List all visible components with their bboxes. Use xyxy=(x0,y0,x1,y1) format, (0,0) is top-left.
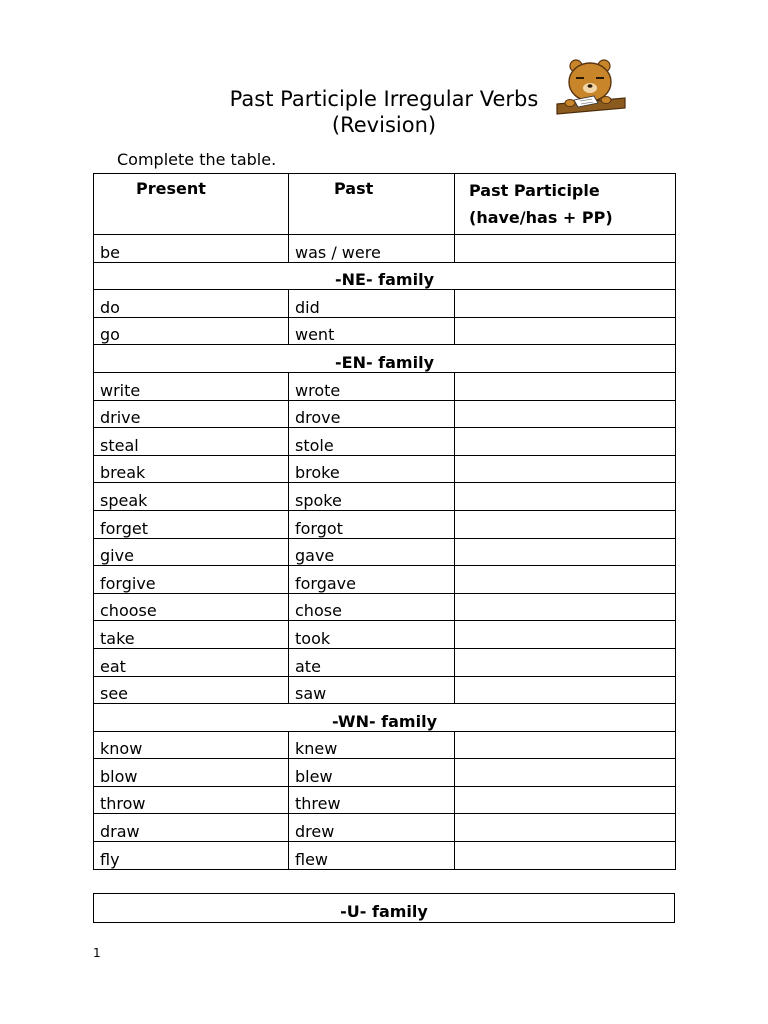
family-row xyxy=(94,704,676,732)
table-row xyxy=(94,455,676,483)
page-title xyxy=(0,86,768,138)
present-cell: know xyxy=(94,731,289,759)
table-row xyxy=(94,842,676,870)
past-participle-answer-cell[interactable] xyxy=(455,400,676,428)
present-cell: choose xyxy=(94,593,289,621)
past-participle-answer-cell[interactable] xyxy=(455,290,676,318)
past-cell: wrote xyxy=(289,372,455,400)
past-cell: gave xyxy=(289,538,455,566)
verb-table xyxy=(93,173,676,870)
family-label: -WN- family xyxy=(94,704,676,732)
instruction-text: Complete the table. xyxy=(117,150,277,169)
table-row xyxy=(94,235,676,263)
past-participle-answer-cell[interactable] xyxy=(455,483,676,511)
family-row xyxy=(94,345,676,373)
present-cell: fly xyxy=(94,842,289,870)
table-row xyxy=(94,731,676,759)
header-present: Present xyxy=(94,174,289,235)
u-family-table xyxy=(93,893,675,923)
present-cell: speak xyxy=(94,483,289,511)
family-label: -U- family xyxy=(94,894,675,923)
page-number: 1 xyxy=(93,946,101,960)
past-participle-answer-cell[interactable] xyxy=(455,842,676,870)
table-row xyxy=(94,593,676,621)
past-cell: drew xyxy=(289,814,455,842)
past-cell: knew xyxy=(289,731,455,759)
table-row xyxy=(94,648,676,676)
past-cell: forgot xyxy=(289,510,455,538)
title-line-2: (Revision) xyxy=(331,113,437,137)
table-row xyxy=(94,400,676,428)
past-participle-answer-cell[interactable] xyxy=(455,372,676,400)
past-participle-answer-cell[interactable] xyxy=(455,814,676,842)
table-row xyxy=(94,814,676,842)
past-cell: saw xyxy=(289,676,455,704)
past-cell: went xyxy=(289,317,455,345)
past-cell: ate xyxy=(289,648,455,676)
past-cell: threw xyxy=(289,786,455,814)
present-cell: draw xyxy=(94,814,289,842)
present-cell: forget xyxy=(94,510,289,538)
past-cell: was / were xyxy=(289,235,455,263)
past-participle-answer-cell[interactable] xyxy=(455,317,676,345)
present-cell: go xyxy=(94,317,289,345)
past-participle-answer-cell[interactable] xyxy=(455,235,676,263)
table-row xyxy=(94,621,676,649)
past-cell: broke xyxy=(289,455,455,483)
past-participle-answer-cell[interactable] xyxy=(455,510,676,538)
table-row xyxy=(94,483,676,511)
past-cell: stole xyxy=(289,428,455,456)
past-participle-answer-cell[interactable] xyxy=(455,455,676,483)
past-participle-answer-cell[interactable] xyxy=(455,786,676,814)
table-row xyxy=(94,290,676,318)
family-row xyxy=(94,894,675,923)
table-row xyxy=(94,676,676,704)
past-participle-answer-cell[interactable] xyxy=(455,538,676,566)
present-cell: steal xyxy=(94,428,289,456)
header-pp-line-1: Past Participle xyxy=(469,181,600,200)
table-row xyxy=(94,759,676,787)
present-cell: eat xyxy=(94,648,289,676)
past-cell: drove xyxy=(289,400,455,428)
past-cell: blew xyxy=(289,759,455,787)
past-cell: did xyxy=(289,290,455,318)
present-cell: be xyxy=(94,235,289,263)
past-cell: spoke xyxy=(289,483,455,511)
past-participle-answer-cell[interactable] xyxy=(455,593,676,621)
present-cell: forgive xyxy=(94,566,289,594)
past-participle-answer-cell[interactable] xyxy=(455,676,676,704)
table-row xyxy=(94,538,676,566)
present-cell: take xyxy=(94,621,289,649)
present-cell: write xyxy=(94,372,289,400)
table-row xyxy=(94,372,676,400)
table-row xyxy=(94,566,676,594)
present-cell: see xyxy=(94,676,289,704)
header-past: Past xyxy=(289,174,455,235)
present-cell: drive xyxy=(94,400,289,428)
family-label: -NE- family xyxy=(94,262,676,290)
past-participle-answer-cell[interactable] xyxy=(455,648,676,676)
present-cell: do xyxy=(94,290,289,318)
bear-mascot-icon xyxy=(554,56,628,120)
header-past-participle xyxy=(455,174,676,235)
title-line-1: Past Participle Irregular Verbs xyxy=(229,87,539,111)
present-cell: blow xyxy=(94,759,289,787)
past-cell: flew xyxy=(289,842,455,870)
past-participle-answer-cell[interactable] xyxy=(455,428,676,456)
present-cell: give xyxy=(94,538,289,566)
table-row xyxy=(94,510,676,538)
family-row xyxy=(94,262,676,290)
table-row xyxy=(94,317,676,345)
past-participle-answer-cell[interactable] xyxy=(455,731,676,759)
table-row xyxy=(94,428,676,456)
past-participle-answer-cell[interactable] xyxy=(455,759,676,787)
past-cell: chose xyxy=(289,593,455,621)
past-participle-answer-cell[interactable] xyxy=(455,621,676,649)
verb-table-body xyxy=(94,235,676,870)
table-row xyxy=(94,786,676,814)
present-cell: break xyxy=(94,455,289,483)
past-cell: took xyxy=(289,621,455,649)
present-cell: throw xyxy=(94,786,289,814)
header-pp-line-2: (have/has + PP) xyxy=(469,208,613,227)
table-header-row xyxy=(94,174,676,235)
past-cell: forgave xyxy=(289,566,455,594)
past-participle-answer-cell[interactable] xyxy=(455,566,676,594)
family-label: -EN- family xyxy=(94,345,676,373)
